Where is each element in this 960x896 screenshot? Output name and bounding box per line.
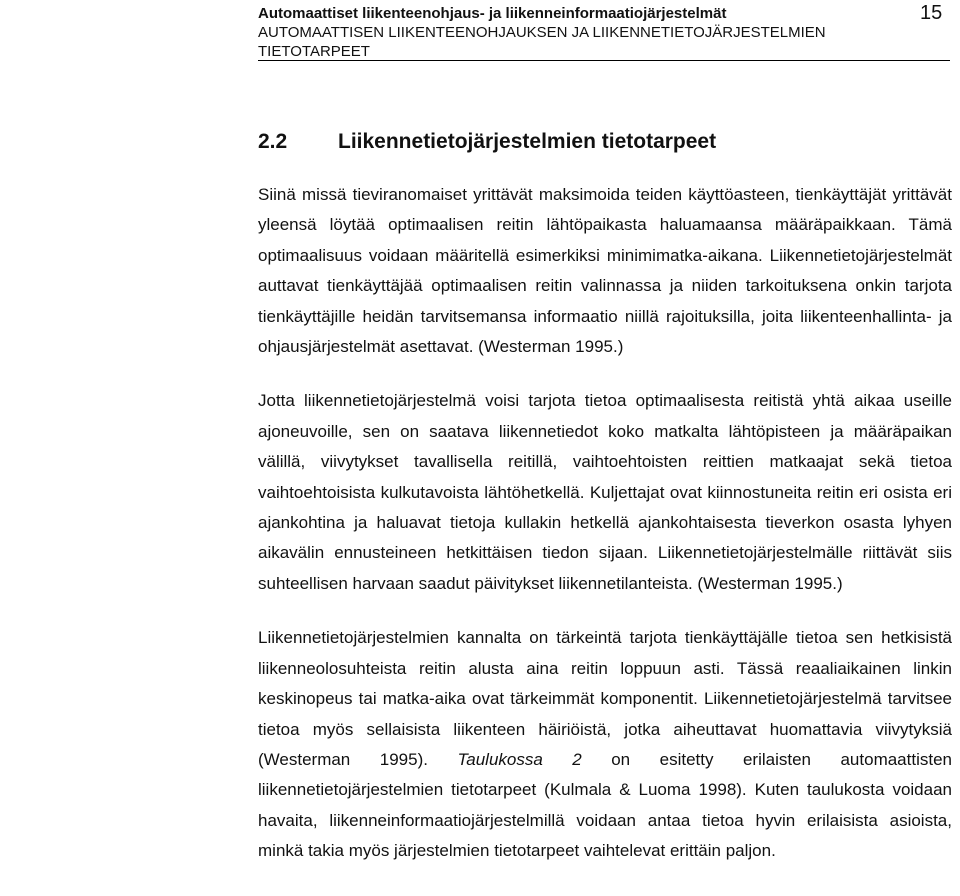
paragraph-3-text-start: Liikennetietojärjestelmien kannalta on tärkeintä tarjota tienkäyttäjälle tietoa sen hetkisistä liikenneolosuhteista reitin alusta aina reitin loppuun asti. Tässä reaaliaikainen linkin keskinopeus tai matka-aika ovat tärkeimmät komponentit. Liikennetietojärjestelmä tarvitsee tietoa myös sellaisista liikenteen häiriöistä, jotka aiheuttavat huomattavia viivytyksiä (Westerman 1995). <box>258 628 952 769</box>
header-title: Automaattiset liikenteenohjaus- ja liikenneinformaatiojärjestelmät <box>258 5 727 22</box>
header-subtitle: AUTOMAATTISEN LIIKENTEENOHJAUKSEN JA LIIKENNETIETOJÄRJESTELMIEN TIETOTARPEET <box>258 24 826 60</box>
running-header <box>258 4 918 61</box>
paragraph-1: Siinä missä tieviranomaiset yrittävät maksimoida teiden käyttöasteen, tienkäyttäjät yrittävät yleensä löytää optimaalisen reitin lähtöpaikasta haluamaansa määräpaikkaan. Tämä optimaalisuus voidaan määritellä esimerkiksi minimimatka-aikana. Liikennetietojärjestelmät auttavat tienkäyttäjää optimaalisen reitin valinnassa ja niiden tarkoituksena onkin tarjota tienkäyttäjille heidän tarvitsemansa informaatio niillä rajoituksilla, joita liikenteenhallinta- ja ohjausjärjestelmät asettavat. (Westerman 1995.) <box>258 185 952 357</box>
section-number: 2.2 <box>258 130 288 153</box>
page-number: 15 <box>920 2 943 24</box>
section-title: Liikennetietojärjestelmien tietotarpeet <box>338 130 717 153</box>
body-text <box>258 180 952 891</box>
section-heading <box>258 128 716 156</box>
header-divider <box>258 60 950 61</box>
table-reference: Taulukossa 2 <box>457 749 582 769</box>
paragraph-3-text-end: on esitetty erilaisten automaattisten liikennetietojärjestelmien tietotarpeet (Kulmala & Luoma 1998). Kuten taulukosta voidaan havaita, liikenneinformaatiojärjestelmillä voidaan antaa tietoa hyvin erilaisista asioista, minkä takia myös järjestelmien tietotarpeet vaihtelevat erittäin paljon. <box>258 749 952 861</box>
paragraph-3 <box>258 623 952 866</box>
paragraph-2: Jotta liikennetietojärjestelmä voisi tarjota tietoa optimaalisesta reitistä yhtä aikaa useille ajoneuvoille, sen on saatava liikennetiedot koko matkalta lähtöpisteen ja määräpaikan välillä, viivytykset tavallisella reitillä, vaihtoehtoisten reittien matkaajat sekä tietoa vaihtoehtoisista kulkutavoista lähtöhetkellä. Kuljettajat ovat kiinnostuneita reitin eri osista eri ajankohtina ja haluavat tietoja kullakin hetkellä ajankohtaisesta tieverkon osasta lyhyen aikavälin ennusteineen hetkittäisen tiedon sijaan. Liikennetietojärjestelmälle riittävät siis suhteellisen harvaan saadut päivitykset liikennetilanteista. (Westerman 1995.) <box>258 391 952 593</box>
